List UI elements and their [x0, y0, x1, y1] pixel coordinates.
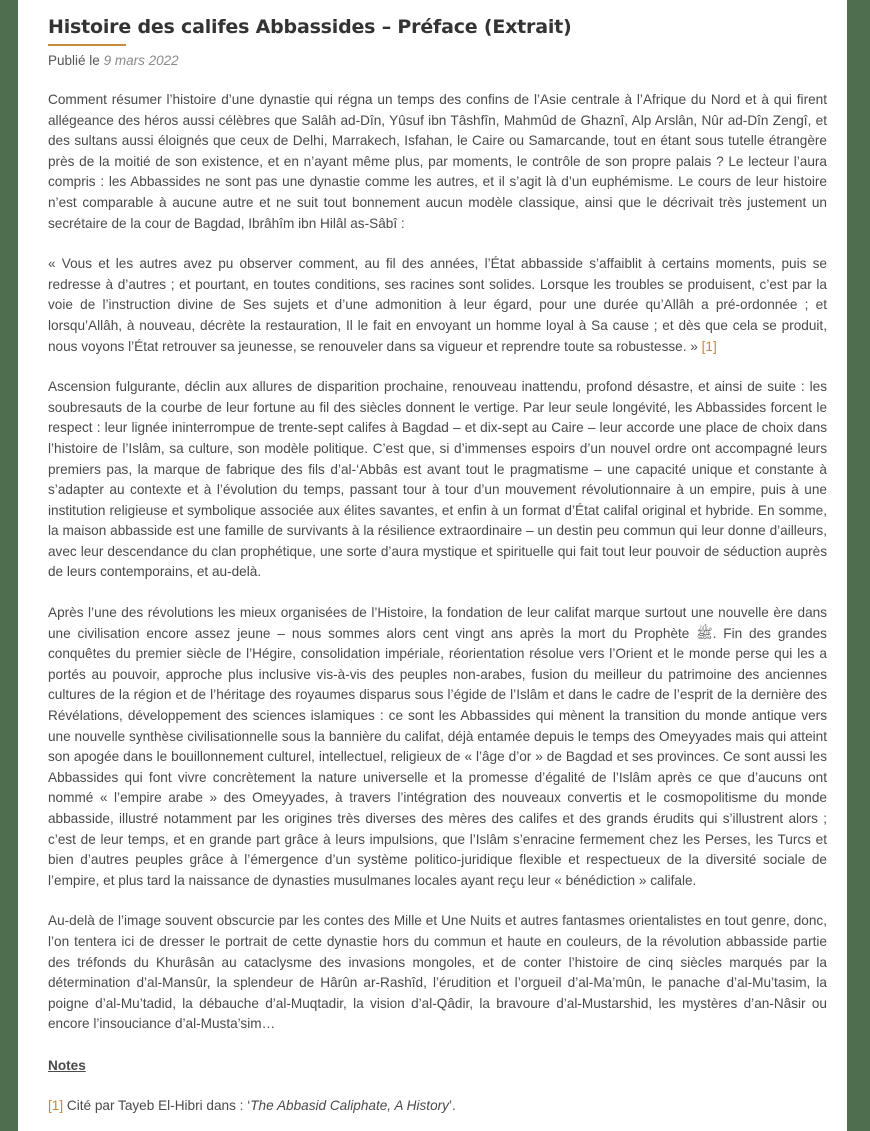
published-date: 9 mars 2022 — [103, 53, 179, 68]
footnote-book-title: The Abbasid Caliphate, A History — [250, 1097, 449, 1113]
paragraph-ascension: Ascension fulgurante, déclin aux allures de disparition prochaine, renouveau inattendu, profond désastre, et ainsi de suite : les soubresauts de la courbe de leur fortune au fil des siècles donnent le vertige. Par leur seule longévité, les Abbassides forcent le respect : leur lignée ininterrompue de trente-sept califes à Bagdad – et dix-sept au Caire – leur accorde une place de choix dans l’histoire de l’Islâm, sa culture, son modèle politique. C’est que, si d’immenses espoirs d’un nouvel ordre ont accompagné leurs premiers pas, la marque de fabrique des fils d’al-‘Abbâs est avant tout le pragmatisme – une capacité unique et constante à s’adapter au contexte et à l’évolution du temps, passant tour à tour d’un mouvement révolutionnaire à un empire, puis à une institution religieuse et symbolique associée aux élites savantes, et enfin à un format d’État califal original et hybride. En somme, la maison abbasside est une famille de survivants à la résilience extraordinaire – un destin peu commun qui leur donne d’ailleurs, avec leur descendance du clan prophétique, une sorte d’aura mystique et spirituelle qui fait tout leur pouvoir de séduction auprès de leurs contemporains, et au-delà. — [48, 379, 827, 580]
paragraph-quote — [48, 254, 827, 357]
quote-text: « Vous et les autres avez pu observer comment, au fil des années, l’État abbasside s’affaiblit à certains moments, puis se redresse à d’autres ; et pourtant, en toutes conditions, ses racines sont solides. Lorsque les troubles se produisent, c’est par la voie de l’instruction divine de Ses sujets et d’une admonition à leur égard, pour une durée qu’Allâh a pré-ordonnée ; et lorsqu’Allâh, à nouveau, décrète la restauration, Il le fait en envoyant un homme loyal à Sa cause ; et dès que cela se produit, nous voyons l’État retrouver sa jeunesse, se renouveler dans sa vigueur et reprendre toute sa robustesse. » — [48, 256, 827, 354]
paragraph-portrait: Au-delà de l’image souvent obscurcie par les contes des Mille et Une Nuits et autres fantasmes orientalistes en tout genre, donc, l’on tentera ici de dresser le portrait de cette dynastie hors du commun et haute en couleurs, de la révolution abbasside partie des tréfonds du Khurâsân au cataclysme des invasions mongoles, et de conter l’histoire de cinq siècles marqués par la détermination d’al-Mansûr, la splendeur de Hârûn ar-Rashîd, l’érudition et l’orgueil d’al-Ma’mûn, le panache d’al-Mu’tasim, la poigne d’al-Mu’tadid, la débauche d’al-Muqtadir, la vision d’al-Qâdir, la bravoure d’al-Mustarshid, les mystères d’an-Nâsir ou encore l’insouciance d’al-Musta’sim… — [48, 913, 827, 1032]
paragraph-intro: Comment résumer l’histoire d’une dynastie qui régna un temps des confins de l’Asie centrale à l’Afrique du Nord et à qui firent allégeance des héros aussi célèbres que Salâh ad-Dîn, Yûsuf ibn Tâshfîn, Mahmûd de Ghaznî, Alp Arslân, Nûr ad-Dîn Zengî, et des sultans aussi éloignés que ceux de Delhi, Marrakech, Isfahan, le Caire ou Samarcande, tout en étant sous tutelle étrangère près de la moitié de son existence, et en n’ayant même plus, par moments, le contrôle de son propre palais ? Le lecteur l’aura compris : les Abbassides ne sont pas une dynastie comme les autres, et il s’agit là d’un euphémisme. Le cours de leur histoire n’est comparable à aucune autre et ne suit tout bonnement aucun modèle classique, ainsi que le décrivait très justement un secrétaire de la cour de Bagdad, Ibrâhîm ibn Hilâl as-Sâbî : — [48, 92, 827, 231]
paragraph-revolution: Après l’une des révolutions les mieux organisées de l’Histoire, la fondation de leur califat marque surtout une nouvelle ère dans une civilisation encore assez jeune – nous sommes alors cent vingt ans après la mort du Prophète ﷺ. Fin des grandes conquêtes du premier siècle de l’Hégire, consolidation impériale, réorientation résolue vers l’Orient et le monde perse qui les a portés au pouvoir, approche plus inclusive vis-à-vis des peuples non-arabes, fusion du meilleur du patrimoine des anciennes cultures de la région et de l’héritage des royaumes disparus sous l’égide de l’Islâm et dans le cadre de l’esprit de la dernière des Révélations, développement des sciences islamiques : ce sont les Abbassides qui mènent la transition du monde antique vers une nouvelle synthèse civilisationnelle sous la bannière du califat, déjà entamée depuis le temps des Omeyyades mais qui atteint son apogée dans le bouillonnement culturel, intellectuel, religieux de « l’âge d’or » de Bagdad et ses provinces. Ce sont aussi les Abbassides qui font vivre concrètement la nature universelle et la promesse d’égalité de l’Islâm après ce que d’aucuns ont nommé « l’empire arabe » des Omeyyades, à travers l’intégration des nouveaux convertis et le cosmopolitisme du monde abbasside, illustré notamment par les origines très diverses des mères des califes et des grands érudits qui s’illustrent alors ; c’est de leur temps, et en grande part grâce à leurs impulsions, que l’Islâm s’enracine fermement chez les Perses, les Turcs et bien d’autres peuples grâce à l’émergence d’un système politico-juridique flexible et respectueux de la diversité sociale de l’empire, et plus tard la naissance de dynasties musulmanes locales ayant reçu leur « bénédiction » califale. — [48, 605, 827, 888]
published-label: Publié le — [48, 53, 100, 68]
notes-heading: Notes — [48, 1057, 86, 1073]
footnote-text: Cité par Tayeb El-Hibri dans : ‘ — [63, 1097, 251, 1113]
footnote-end: ’. — [448, 1097, 456, 1113]
title-underline — [48, 44, 126, 46]
footnote-backref-link[interactable]: [1] — [48, 1097, 64, 1113]
footnote-1 — [48, 1096, 827, 1116]
publish-info — [48, 52, 827, 70]
article-title: Histoire des califes Abbassides – Préface (Extrait) — [48, 16, 572, 38]
footnote-ref-link[interactable]: [1] — [701, 338, 717, 354]
article-content — [48, 14, 827, 1116]
article-page — [18, 0, 847, 1131]
